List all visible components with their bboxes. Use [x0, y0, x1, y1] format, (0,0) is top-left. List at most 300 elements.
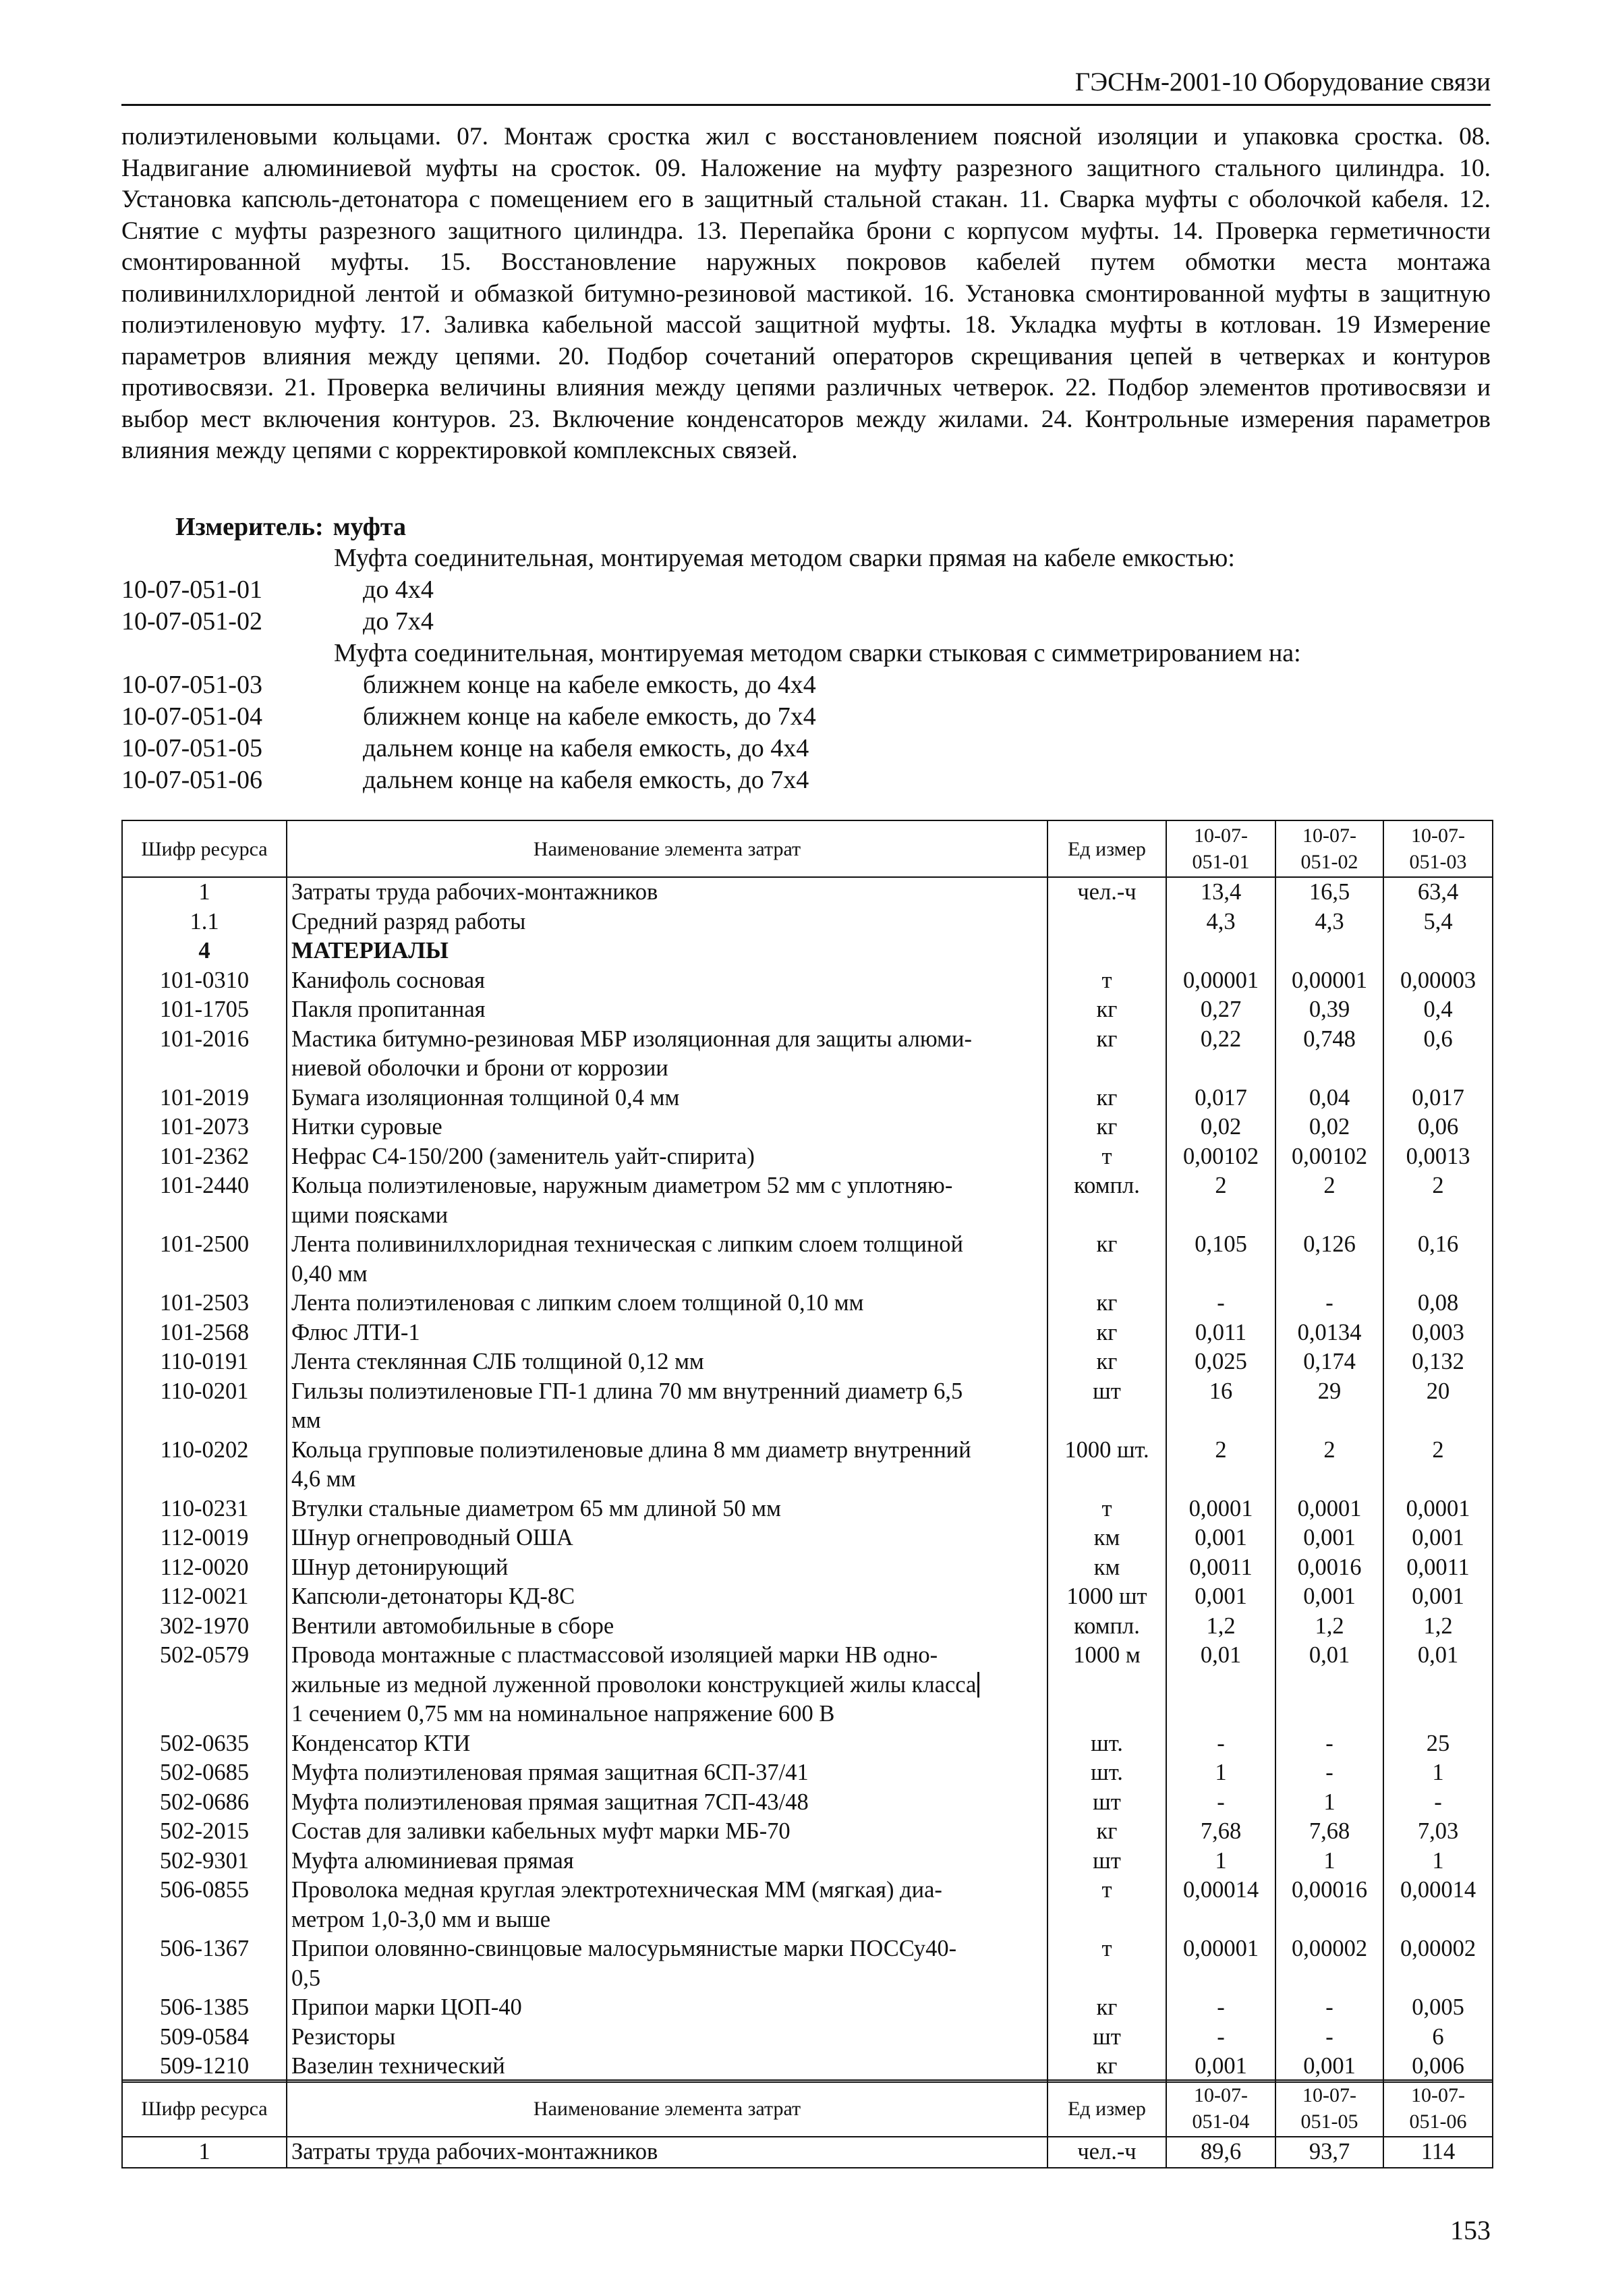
value-cell: 20: [1383, 1377, 1493, 1407]
value-cell: 0,00001: [1166, 1934, 1275, 1964]
value-cell: 13,4: [1166, 877, 1275, 907]
value-cell: 0,22: [1166, 1025, 1275, 1055]
running-header: ГЭСНм-2001-10 Оборудование связи: [121, 62, 1491, 106]
value-cell: [1383, 1700, 1493, 1729]
table-row: [122, 1025, 1493, 1055]
resource-name-cell: 0,40 мм: [287, 1260, 1047, 1289]
unit-cell: чел.-ч: [1047, 877, 1166, 907]
meter-line: [175, 511, 406, 542]
resource-name-cell: Кольца групповые полиэтиленовые длина 8 мм диаметр внутренний: [287, 1436, 1047, 1465]
value-cell: [1166, 1054, 1275, 1084]
value-cell: [1275, 1700, 1383, 1729]
resource-name-cell: Муфта полиэтиленовая прямая защитная 6СП-37/41: [287, 1758, 1047, 1788]
resource-name-cell: Конденсатор КТИ: [287, 1729, 1047, 1759]
resource-code-cell: 110-0201: [122, 1377, 287, 1407]
resource-name-cell: 4,6 мм: [287, 1465, 1047, 1494]
table-row: [122, 2137, 1493, 2168]
resource-name-cell: Средний разряд работы: [287, 907, 1047, 937]
table-row: [122, 1436, 1493, 1465]
unit-cell: [1047, 1905, 1166, 1935]
value-cell: 7,68: [1166, 1817, 1275, 1847]
value-cell: 0,001: [1383, 1582, 1493, 1612]
meter-label: Измеритель:: [175, 513, 324, 541]
unit-cell: [1047, 1406, 1166, 1436]
resource-name-cell: Бумага изоляционная толщиной 0,4 мм: [287, 1084, 1047, 1113]
table-row: [122, 1612, 1493, 1642]
resource-code-cell: 110-0202: [122, 1436, 287, 1465]
value-cell: 1: [1166, 1758, 1275, 1788]
unit-cell: шт: [1047, 1847, 1166, 1876]
table-row: [122, 1817, 1493, 1847]
value-cell: 0,132: [1383, 1347, 1493, 1377]
resource-code-cell: [122, 1700, 287, 1729]
document-page: [121, 0, 1491, 2296]
resource-name-cell: Гильзы полиэтиленовые ГП-1 длина 70 мм внутренний диаметр 6,5: [287, 1377, 1047, 1407]
resource-code-cell: [122, 1671, 287, 1700]
variant-item: [121, 733, 1491, 764]
table-row: [122, 1876, 1493, 1905]
resource-name-cell: Проволока медная круглая электротехническая ММ (мягкая) диа-: [287, 1876, 1047, 1905]
resource-code-cell: 101-2016: [122, 1025, 287, 1055]
unit-cell: компл.: [1047, 1612, 1166, 1642]
variant-code: 10-07-051-02: [121, 607, 262, 636]
value-cell: 16: [1166, 1377, 1275, 1407]
value-cell: -: [1275, 1758, 1383, 1788]
resource-name-cell: щими поясками: [287, 1201, 1047, 1231]
unit-cell: кг: [1047, 1230, 1166, 1260]
resource-code-cell: 1: [122, 2137, 287, 2168]
unit-cell: т: [1047, 1142, 1166, 1172]
value-cell: -: [1275, 1993, 1383, 2023]
value-cell: 0,4: [1383, 995, 1493, 1025]
value-cell: 0,02: [1275, 1113, 1383, 1142]
value-cell: [1275, 1201, 1383, 1231]
value-cell: 0,001: [1166, 1523, 1275, 1553]
unit-cell: т: [1047, 1934, 1166, 1964]
value-cell: -: [1166, 1993, 1275, 2023]
value-cell: [1166, 1406, 1275, 1436]
table-row: [122, 1142, 1493, 1172]
table-row: [122, 966, 1493, 996]
table-row: [122, 1260, 1493, 1289]
resource-name-cell: Нефрас С4-150/200 (заменитель уайт-спирита): [287, 1142, 1047, 1172]
header-unit: Ед измер: [1047, 820, 1166, 877]
value-cell: [1383, 936, 1493, 966]
value-cell: 1: [1166, 1847, 1275, 1876]
unit-cell: компл.: [1047, 1171, 1166, 1201]
value-cell: [1383, 1054, 1493, 1084]
value-cell: 0,00001: [1166, 966, 1275, 996]
table-row: [122, 2023, 1493, 2052]
resource-name-cell: Лента стеклянная СЛБ толщиной 0,12 мм: [287, 1347, 1047, 1377]
resource-code-cell: 502-0579: [122, 1641, 287, 1671]
unit-cell: [1047, 1054, 1166, 1084]
table-row: [122, 1318, 1493, 1348]
value-cell: 0,748: [1275, 1025, 1383, 1055]
value-cell: 0,174: [1275, 1347, 1383, 1377]
value-cell: -: [1166, 1729, 1275, 1759]
value-cell: 0,001: [1275, 2052, 1383, 2082]
resource-name-cell: Затраты труда рабочих-монтажников: [287, 2137, 1047, 2168]
value-cell: 89,6: [1166, 2137, 1275, 2168]
value-cell: [1166, 1465, 1275, 1494]
unit-cell: кг: [1047, 995, 1166, 1025]
table-header-row: [122, 820, 1493, 877]
value-cell: 0,04: [1275, 1084, 1383, 1113]
variant-text: дальнем конце на кабеля емкость, до 4х4: [363, 734, 809, 762]
resource-code-cell: [122, 1406, 287, 1436]
resource-code-cell: 502-9301: [122, 1847, 287, 1876]
value-cell: 7,68: [1275, 1817, 1383, 1847]
value-cell: 0,017: [1383, 1084, 1493, 1113]
resource-name-text: жильные из медной луженной проволоки конструкцией жилы класса: [291, 1672, 979, 1698]
variant-group-heading: Муфта соединительная, монтируемая методом сварки прямая на кабеле емкостью:: [334, 544, 1235, 572]
variant-code: 10-07-051-05: [121, 734, 262, 762]
value-cell: 16,5: [1275, 877, 1383, 907]
resource-code-cell: 1: [122, 877, 287, 907]
header-code: Шифр ресурса: [122, 2080, 287, 2137]
unit-cell: кг: [1047, 1025, 1166, 1055]
value-cell: 2: [1275, 1171, 1383, 1201]
value-cell: 0,0001: [1166, 1494, 1275, 1524]
resource-name-cell: Затраты труда рабочих-монтажников: [287, 877, 1047, 907]
value-cell: 0,00002: [1275, 1934, 1383, 1964]
value-cell: 0,001: [1166, 2052, 1275, 2082]
header-variant: 10-07- 051-03: [1383, 820, 1493, 877]
unit-cell: 1000 шт: [1047, 1582, 1166, 1612]
table-row: [122, 1847, 1493, 1876]
table-row: [122, 1347, 1493, 1377]
value-cell: [1275, 1260, 1383, 1289]
value-cell: 6: [1383, 2023, 1493, 2052]
resource-code-cell: [122, 1905, 287, 1935]
unit-cell: [1047, 1671, 1166, 1700]
resource-name-cell: Пакля пропитанная: [287, 995, 1047, 1025]
resource-code-cell: [122, 1964, 287, 1994]
unit-cell: [1047, 936, 1166, 966]
value-cell: 0,0016: [1275, 1553, 1383, 1583]
table-row: [122, 1671, 1493, 1700]
value-cell: 5,4: [1383, 907, 1493, 937]
unit-cell: т: [1047, 1494, 1166, 1524]
unit-cell: т: [1047, 966, 1166, 996]
unit-cell: 1000 шт.: [1047, 1436, 1166, 1465]
value-cell: 2: [1383, 1171, 1493, 1201]
resource-code-cell: 1.1: [122, 907, 287, 937]
resource-code-cell: 101-0310: [122, 966, 287, 996]
value-cell: [1166, 1700, 1275, 1729]
unit-cell: кг: [1047, 1817, 1166, 1847]
value-cell: 1: [1383, 1847, 1493, 1876]
resource-name-cell: Капсюли-детонаторы КД-8С: [287, 1582, 1047, 1612]
value-cell: 0,005: [1383, 1993, 1493, 2023]
value-cell: 0,01: [1383, 1641, 1493, 1671]
table-row: [122, 1700, 1493, 1729]
value-cell: 0,00016: [1275, 1876, 1383, 1905]
table-row: [122, 1084, 1493, 1113]
unit-cell: кг: [1047, 1113, 1166, 1142]
value-cell: [1383, 1465, 1493, 1494]
value-cell: -: [1166, 1788, 1275, 1818]
resource-name-cell: 0,5: [287, 1964, 1047, 1994]
value-cell: -: [1275, 1289, 1383, 1318]
resource-name-cell: мм: [287, 1406, 1047, 1436]
resource-name-cell: Шнур детонирующий: [287, 1553, 1047, 1583]
value-cell: 1: [1383, 1758, 1493, 1788]
value-cell: 0,00002: [1383, 1934, 1493, 1964]
table-row: [122, 1230, 1493, 1260]
table-row: [122, 936, 1493, 966]
table-row: [122, 907, 1493, 937]
value-cell: -: [1166, 1289, 1275, 1318]
resource-name-cell: Кольца полиэтиленовые, наружным диаметром 52 мм с уплотняю-: [287, 1171, 1047, 1201]
resource-code-cell: 112-0020: [122, 1553, 287, 1583]
variant-text: дальнем конце на кабеля емкость, до 7х4: [363, 766, 809, 794]
value-cell: [1383, 1260, 1493, 1289]
value-cell: [1166, 1201, 1275, 1231]
value-cell: [1383, 1406, 1493, 1436]
table-row: [122, 1201, 1493, 1231]
unit-cell: шт: [1047, 2023, 1166, 2052]
unit-cell: км: [1047, 1553, 1166, 1583]
unit-cell: 1000 м: [1047, 1641, 1166, 1671]
value-cell: 63,4: [1383, 877, 1493, 907]
page-number: 153: [1450, 2215, 1491, 2245]
value-cell: [1166, 1260, 1275, 1289]
table-row: [122, 1553, 1493, 1583]
header-variant: 10-07- 051-05: [1275, 2080, 1383, 2137]
intro-paragraph: полиэтиленовыми кольцами. 07. Монтаж сростка жил с восстановлением поясной изоляции и упаковка сростка. 08. Надвигание алюминиевой муфты на сросток. 09. Наложение на муфту разрезного защитного стального цилиндра. 10. Установка капсюль-детонатора с помещением его в защитный стальной стакан. 11. Сварка муфты с оболочкой кабеля. 12. Снятие с муфты разрезного защитного цилиндра. 13. Перепайка брони с корпусом муфты. 14. Проверка герметичности смонтированной муфты. 15. Восстановление наружных покровов кабелей путем обмотки места монтажа поливинилхлоридной лентой и обмазкой битумно-резиновой мастикой. 16. Установка смонтированной муфты в защитную полиэтиленовую муфту. 17. Заливка кабельной массой защитной муфты. 18. Укладка муфты в котлован. 19 Измерение параметров влияния между цепями. 20. Подбор сочетаний операторов скрещивания цепей в четверках и контуров противосвязи. 21. Проверка величины влияния между цепями различных четверок. 22. Подбор элементов противосвязи и выбор мест включения контуров. 23. Включение конденсаторов между жилами. 24. Контрольные измерения параметров влияния между цепями с корректировкой комплексных связей.: [121, 123, 1491, 464]
table-row: [122, 1465, 1493, 1494]
value-cell: 0,02: [1166, 1113, 1275, 1142]
value-cell: 0,003: [1383, 1318, 1493, 1348]
value-cell: 4,3: [1166, 907, 1275, 937]
resource-code-cell: 506-1385: [122, 1993, 287, 2023]
meter-value: муфта: [333, 513, 407, 541]
value-cell: [1275, 1465, 1383, 1494]
value-cell: 0,0001: [1383, 1494, 1493, 1524]
value-cell: 0,001: [1275, 1582, 1383, 1612]
value-cell: [1166, 936, 1275, 966]
value-cell: [1383, 1671, 1493, 1700]
table-row: [122, 1905, 1493, 1935]
value-cell: 0,001: [1166, 1582, 1275, 1612]
resource-name-cell: Припои оловянно-свинцовые малосурьмянистые марки ПОССу40-: [287, 1934, 1047, 1964]
header-name: Наименование элемента затрат: [287, 2080, 1047, 2137]
value-cell: 0,16: [1383, 1230, 1493, 1260]
resource-name-cell: Муфта алюминиевая прямая: [287, 1847, 1047, 1876]
resource-code-cell: 302-1970: [122, 1612, 287, 1642]
value-cell: 0,27: [1166, 995, 1275, 1025]
resource-name-cell: Провода монтажные с пластмассовой изоляцией марки НВ одно-: [287, 1641, 1047, 1671]
resource-name-cell: Канифоль сосновая: [287, 966, 1047, 996]
unit-cell: [1047, 1260, 1166, 1289]
unit-cell: кг: [1047, 1289, 1166, 1318]
table-row: [122, 1964, 1493, 1994]
resource-code-cell: 101-2503: [122, 1289, 287, 1318]
value-cell: 1,2: [1275, 1612, 1383, 1642]
value-cell: 0,00003: [1383, 966, 1493, 996]
unit-cell: км: [1047, 1523, 1166, 1553]
resource-code-cell: 110-0231: [122, 1494, 287, 1524]
resource-code-cell: 112-0019: [122, 1523, 287, 1553]
value-cell: 0,00014: [1383, 1876, 1493, 1905]
header-code: Шифр ресурса: [122, 820, 287, 877]
header-unit: Ед измер: [1047, 2080, 1166, 2137]
header-variant: 10-07- 051-01: [1166, 820, 1275, 877]
table-row: [122, 1171, 1493, 1201]
resource-name-cell: МАТЕРИАЛЫ: [287, 936, 1047, 966]
value-cell: 4,3: [1275, 907, 1383, 937]
value-cell: 29: [1275, 1377, 1383, 1407]
resource-code-cell: 509-1210: [122, 2052, 287, 2082]
variant-code: 10-07-051-01: [121, 576, 262, 604]
resource-name-cell: Вазелин технический: [287, 2052, 1047, 2082]
value-cell: 0,011: [1166, 1318, 1275, 1348]
value-cell: 0,08: [1383, 1289, 1493, 1318]
resource-name-cell: Лента полиэтиленовая с липким слоем толщиной 0,10 мм: [287, 1289, 1047, 1318]
table-row: [122, 1934, 1493, 1964]
value-cell: 0,01: [1166, 1641, 1275, 1671]
unit-cell: [1047, 1465, 1166, 1494]
resource-code-cell: 101-2568: [122, 1318, 287, 1348]
resource-name-cell: Состав для заливки кабельных муфт марки МБ-70: [287, 1817, 1047, 1847]
value-cell: 1,2: [1166, 1612, 1275, 1642]
table-row: [122, 1641, 1493, 1671]
value-cell: -: [1275, 2023, 1383, 2052]
variant-text: ближнем конце на кабеле емкость, до 7х4: [363, 702, 816, 731]
table-row: [122, 1113, 1493, 1142]
resource-code-cell: 101-2440: [122, 1171, 287, 1201]
value-cell: 0,126: [1275, 1230, 1383, 1260]
resource-code-cell: 502-0685: [122, 1758, 287, 1788]
resource-name-cell: Припои марки ЦОП-40: [287, 1993, 1047, 2023]
value-cell: 0,025: [1166, 1347, 1275, 1377]
resource-code-cell: [122, 1465, 287, 1494]
unit-cell: шт.: [1047, 1758, 1166, 1788]
value-cell: -: [1383, 1788, 1493, 1818]
resources-table-2: [121, 2079, 1493, 2168]
resource-name-cell: Вентили автомобильные в сборе: [287, 1612, 1047, 1642]
unit-cell: шт: [1047, 1788, 1166, 1818]
value-cell: 0,01: [1275, 1641, 1383, 1671]
table-row: [122, 995, 1493, 1025]
resource-code-cell: [122, 1201, 287, 1231]
resource-code-cell: 506-1367: [122, 1934, 287, 1964]
value-cell: 0,0001: [1275, 1494, 1383, 1524]
variant-item: [121, 669, 1491, 701]
resource-name-cell: ниевой оболочки и брони от коррозии: [287, 1054, 1047, 1084]
resource-name-cell: [287, 1671, 1047, 1700]
variants-list: [121, 542, 1491, 796]
value-cell: 2: [1166, 1436, 1275, 1465]
unit-cell: кг: [1047, 1084, 1166, 1113]
resource-code-cell: 101-1705: [122, 995, 287, 1025]
resource-code-cell: 101-2500: [122, 1230, 287, 1260]
resource-name-cell: Муфта полиэтиленовая прямая защитная 7СП-43/48: [287, 1788, 1047, 1818]
variant-item: [121, 574, 1491, 606]
value-cell: [1166, 1905, 1275, 1935]
resource-code-cell: [122, 1260, 287, 1289]
unit-cell: т: [1047, 1876, 1166, 1905]
table-row: [122, 877, 1493, 907]
resources-table-1: [121, 820, 1493, 2083]
value-cell: 0,00102: [1275, 1142, 1383, 1172]
value-cell: [1166, 1671, 1275, 1700]
resource-name-cell: Втулки стальные диаметром 65 мм длиной 50 мм: [287, 1494, 1047, 1524]
value-cell: 2: [1383, 1436, 1493, 1465]
resource-name-cell: Резисторы: [287, 2023, 1047, 2052]
table-row: [122, 1758, 1493, 1788]
header-variant: 10-07- 051-06: [1383, 2080, 1493, 2137]
value-cell: [1383, 1201, 1493, 1231]
table-row: [122, 1523, 1493, 1553]
value-cell: 0,006: [1383, 2052, 1493, 2082]
value-cell: 1,2: [1383, 1612, 1493, 1642]
resource-code-cell: 101-2362: [122, 1142, 287, 1172]
table-row: [122, 2052, 1493, 2082]
value-cell: [1166, 1964, 1275, 1994]
table-row: [122, 1993, 1493, 2023]
value-cell: 0,001: [1383, 1523, 1493, 1553]
resource-name-cell: Флюс ЛТИ-1: [287, 1318, 1047, 1348]
unit-cell: кг: [1047, 1318, 1166, 1348]
variant-code: 10-07-051-03: [121, 671, 262, 699]
value-cell: 0,39: [1275, 995, 1383, 1025]
value-cell: [1275, 936, 1383, 966]
variant-text: до 7х4: [363, 607, 434, 636]
header-variant: 10-07- 051-04: [1166, 2080, 1275, 2137]
variant-code: 10-07-051-04: [121, 702, 262, 731]
unit-cell: [1047, 1700, 1166, 1729]
header-variant: 10-07- 051-02: [1275, 820, 1383, 877]
value-cell: 2: [1166, 1171, 1275, 1201]
header-name: Наименование элемента затрат: [287, 820, 1047, 877]
unit-cell: [1047, 1964, 1166, 1994]
value-cell: 0,00001: [1275, 966, 1383, 996]
value-cell: 0,0134: [1275, 1318, 1383, 1348]
value-cell: 0,0011: [1166, 1553, 1275, 1583]
value-cell: 0,105: [1166, 1230, 1275, 1260]
variant-item: [121, 701, 1491, 733]
resource-code-cell: 101-2019: [122, 1084, 287, 1113]
value-cell: [1275, 1905, 1383, 1935]
value-cell: 0,6: [1383, 1025, 1493, 1055]
table-row: [122, 1494, 1493, 1524]
unit-cell: шт.: [1047, 1729, 1166, 1759]
value-cell: 0,0011: [1383, 1553, 1493, 1583]
table-row: [122, 1289, 1493, 1318]
resource-code-cell: 101-2073: [122, 1113, 287, 1142]
value-cell: [1383, 1964, 1493, 1994]
table-row: [122, 1377, 1493, 1407]
value-cell: 93,7: [1275, 2137, 1383, 2168]
value-cell: 0,0013: [1383, 1142, 1493, 1172]
resource-code-cell: 4: [122, 936, 287, 966]
resource-name-cell: Мастика битумно-резиновая МБР изоляционная для защиты алюми-: [287, 1025, 1047, 1055]
value-cell: -: [1166, 2023, 1275, 2052]
resource-name-cell: 1 сечением 0,75 мм на номинальное напряжение 600 В: [287, 1700, 1047, 1729]
value-cell: 114: [1383, 2137, 1493, 2168]
unit-cell: шт: [1047, 1377, 1166, 1407]
value-cell: 1: [1275, 1788, 1383, 1818]
resource-code-cell: 502-0635: [122, 1729, 287, 1759]
variant-item: [121, 606, 1491, 638]
resource-name-cell: Шнур огнепроводный ОША: [287, 1523, 1047, 1553]
resource-code-cell: 509-0584: [122, 2023, 287, 2052]
variant-text: до 4х4: [363, 576, 434, 604]
value-cell: 0,00014: [1166, 1876, 1275, 1905]
